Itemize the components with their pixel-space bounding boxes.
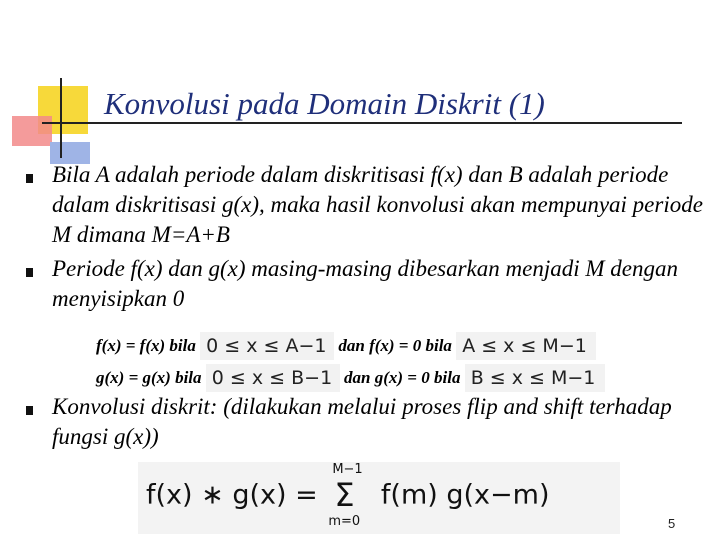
- bullet-text: Bila A adalah periode dalam diskritisasi f(x) dan B adalah periode dalam diskritisasi g(x), maka hasil konvolusi akan mempunyai periode M dimana M=A+B: [52, 162, 703, 247]
- summation-upper-limit: M−1: [332, 462, 363, 477]
- convolution-formula: [138, 462, 620, 534]
- formula-rhs: f(m) g(x−m): [380, 479, 550, 511]
- title-decoration-red: [12, 116, 52, 146]
- summation-icon: Σ: [334, 476, 355, 514]
- bullet-text: Periode f(x) dan g(x) masing-masing dibesarkan menjadi M dengan menyisipkan 0: [52, 256, 678, 311]
- condition-middle: dan f(x) = 0 bila: [338, 336, 452, 355]
- handwritten-range: A ≤ x ≤ M−1: [456, 332, 596, 360]
- condition-row-g: [96, 364, 605, 392]
- title-underline: [42, 122, 682, 124]
- bullet-marker-icon: [26, 268, 33, 277]
- formula-expression: [146, 462, 550, 529]
- bullet-item: [20, 392, 710, 452]
- bullet-item: [20, 254, 710, 314]
- summation: [326, 462, 372, 529]
- bullet-marker-icon: [26, 174, 33, 183]
- condition-row-f: [96, 332, 596, 360]
- handwritten-range: B ≤ x ≤ M−1: [465, 364, 605, 392]
- handwritten-range: 0 ≤ x ≤ B−1: [206, 364, 340, 392]
- handwritten-range: 0 ≤ x ≤ A−1: [200, 332, 334, 360]
- page-number: 5: [668, 516, 676, 531]
- bullet-marker-icon: [26, 406, 33, 415]
- condition-prefix: f(x) = f(x) bila: [96, 336, 196, 355]
- condition-middle: dan g(x) = 0 bila: [344, 368, 461, 387]
- bullet-text: Konvolusi diskrit: (dilakukan melalui proses flip and shift terhadap fungsi g(x)): [52, 394, 672, 449]
- summation-lower-limit: m=0: [328, 514, 361, 529]
- condition-prefix: g(x) = g(x) bila: [96, 368, 202, 387]
- formula-lhs: f(x) ∗ g(x) =: [146, 479, 318, 511]
- slide-title: Konvolusi pada Domain Diskrit (1): [104, 86, 545, 121]
- bullet-item: [20, 160, 710, 250]
- title-decoration-vertical-line: [60, 78, 62, 158]
